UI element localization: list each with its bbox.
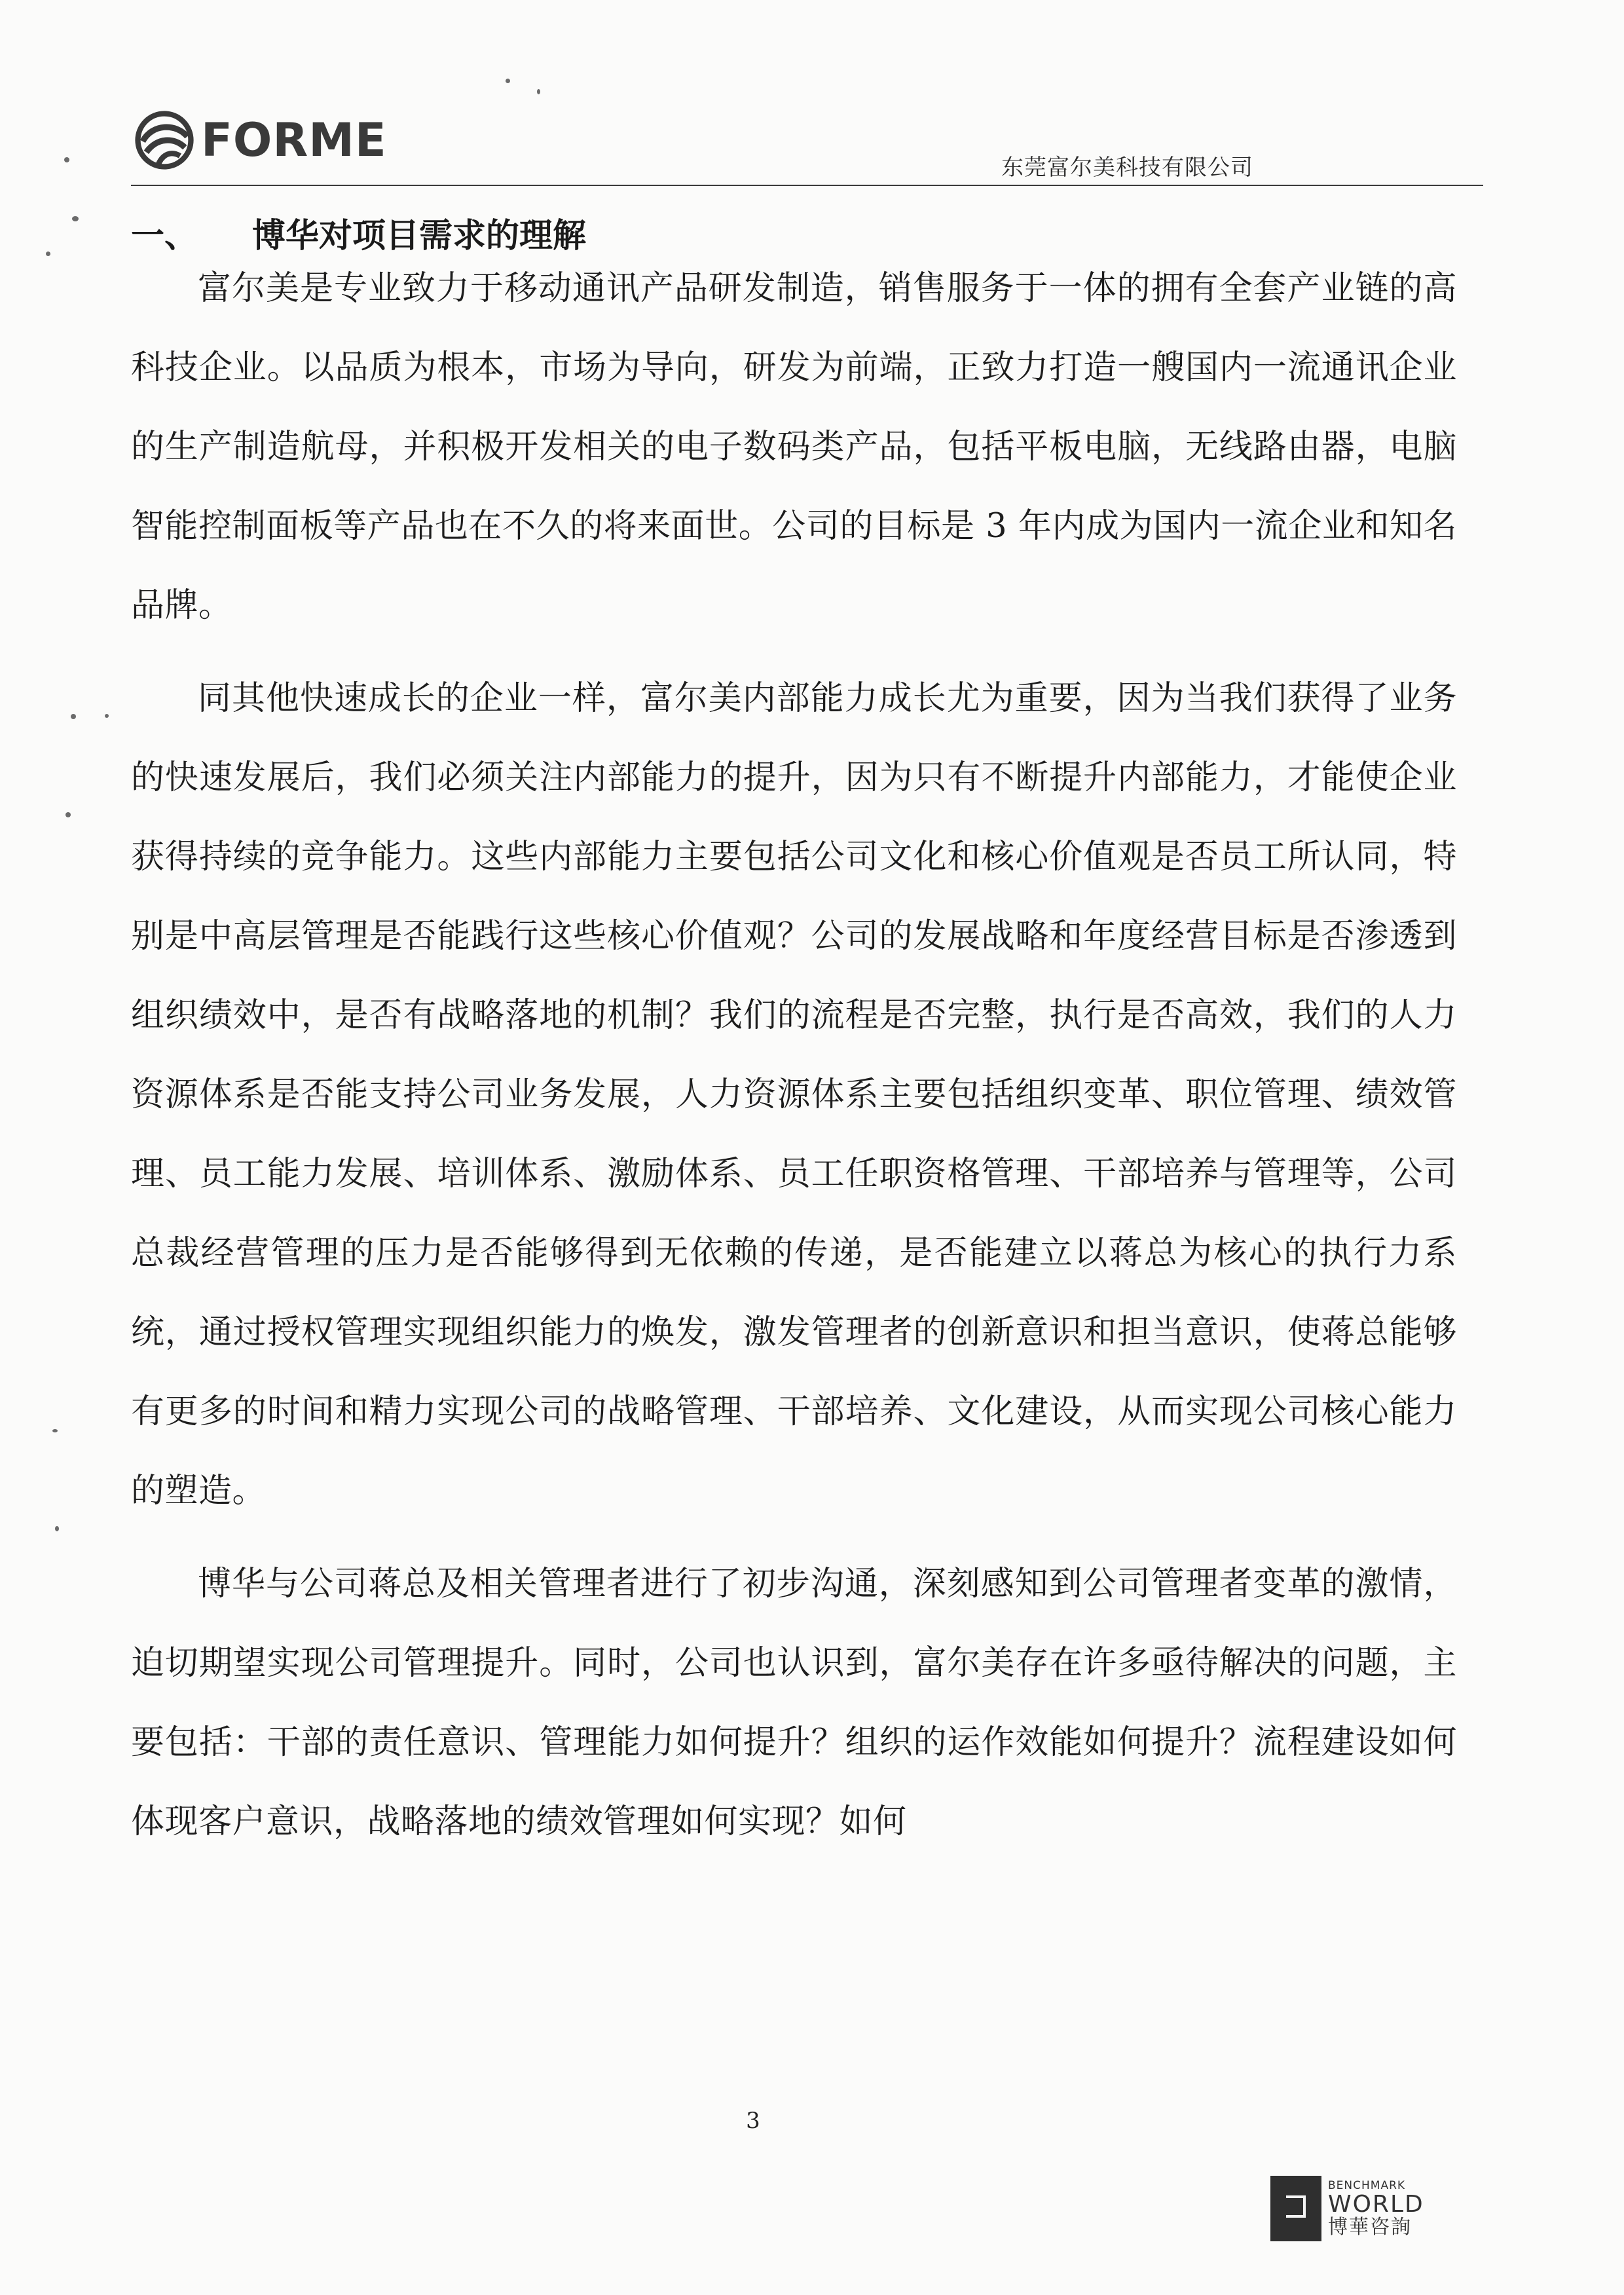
paragraph-1: 富尔美是专业致力于移动通讯产品研发制造，销售服务于一体的拥有全套产业链的高科技企业。以品质为根本，市场为导向，研发为前端，正致力打造一艘国内一流通讯企业的生产制造航母，并积极开发相关的电子数码类产品，包括平板电脑，无线路由器，电脑智能控制面板等产品也在不久的将来面世。公司的目标是 3 年内成为国内一流企业和知名品牌。 [131,269,1457,625]
benchmark-world-logo [1270,2176,1424,2241]
benchmark-logo-icon [1270,2176,1321,2241]
page-number: 3 [746,2108,760,2134]
brand-line-2: WORLD [1328,2190,1424,2218]
company-name: 东莞富尔美科技有限公司 [1001,155,1253,181]
scan-speck [72,216,79,221]
brand-line-3: 博華咨詢 [1328,2215,1412,2239]
scan-speck [64,157,69,162]
scan-speck [46,252,50,256]
scan-speck [506,79,510,83]
header-rule [131,185,1483,186]
scan-speck [52,1429,58,1432]
scan-speck [105,714,109,718]
forme-logo [134,110,387,170]
brand-line-1: BENCHMARK [1328,2178,1406,2192]
scan-speck [71,714,76,719]
paragraph-2: 同其他快速成长的企业一样，富尔美内部能力成长尤为重要，因为当我们获得了业务的快速发展后，我们必须关注内部能力的提升，因为只有不断提升内部能力，才能使企业获得持续的竞争能力。这些内部能力主要包括公司文化和核心价值观是否员工所认同，特别是中高层管理是否能践行这些核心价值观？公司的发展战略和年度经营目标是否渗透到组织绩效中，是否有战略落地的机制？我们的流程是否完整，执行是否高效，我们的人力资源体系是否能支持公司业务发展，人力资源体系主要包括组织变革、职位管理、绩效管理、员工能力发展、培训体系、激励体系、员工任职资格管理、干部培养与管理等，公司总裁经营管理的压力是否能够得到无依赖的传递，是否能建立以蒋总为核心的执行力系统，通过授权管理实现组织能力的焕发，激发管理者的创新意识和担当意识，使蒋总能够有更多的时间和精力实现公司的战略管理、干部培养、文化建设，从而实现公司核心能力的塑造。 [131,679,1457,1510]
benchmark-logo-text [1328,2180,1424,2237]
paragraph-3: 博华与公司蒋总及相关管理者进行了初步沟通，深刻感知到公司管理者变革的激情，迫切期望实现公司管理提升。同时，公司也认识到，富尔美存在许多亟待解决的问题，主要包括：干部的责任意识、管理能力如何提升？组织的运作效能如何提升？流程建设如何体现客户意识，战略落地的绩效管理如何实现？如何 [131,1565,1457,1841]
section-number: 一、 [131,216,198,255]
section-title: 博华对项目需求的理解 [252,216,587,255]
scan-speck [65,812,71,817]
scan-speck [55,1526,59,1531]
logo-text: FORME [201,113,387,167]
body-text [131,249,1457,1875]
forme-logo-icon [134,110,194,170]
scan-speck [537,89,540,94]
